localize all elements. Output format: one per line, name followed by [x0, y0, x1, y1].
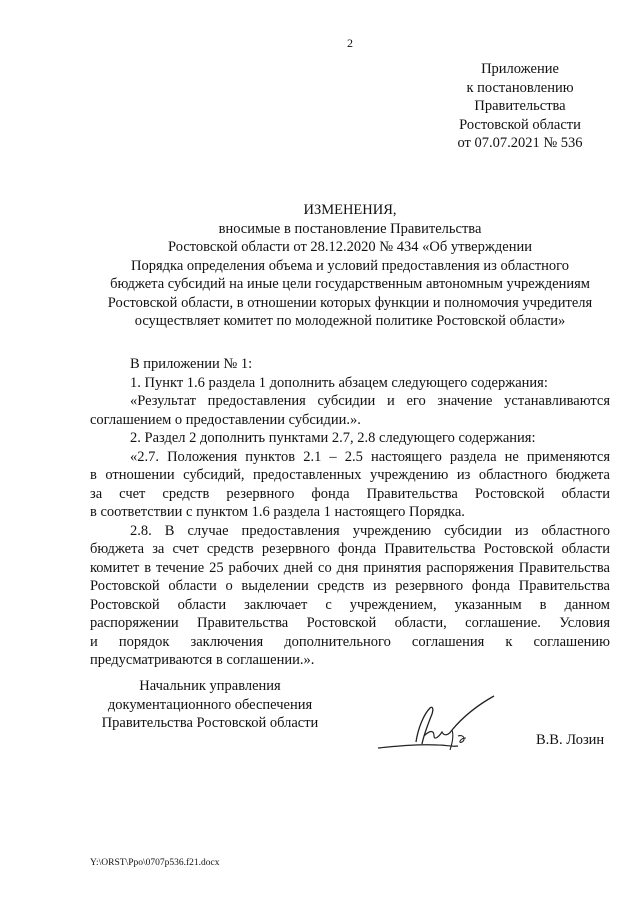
- p27-line: в отношении субсидий, предоставленных учреждению из областного бюджета: [90, 467, 610, 483]
- title-line: Ростовской области, в отношении которых функции и полномочия учредителя: [107, 294, 593, 311]
- p28-line: и порядок заключения дополнительного соглашения к соглашению: [90, 633, 610, 650]
- p28-line: бюджета за счет средств резервного фонда Правительства Ростовской области: [90, 541, 610, 557]
- item2-title: 2. Раздел 2 дополнить пунктами 2.7, 2.8 следующего содержания:: [130, 430, 536, 446]
- document-title: [80, 201, 620, 331]
- position-line: Правительства Ростовской области: [101, 715, 319, 731]
- appendix-line: от 07.07.2021 № 536: [457, 135, 583, 151]
- handwritten-signature: [368, 690, 518, 760]
- p28-line: Ростовской области о выделении средств из резервного фонда Правительства: [90, 578, 610, 594]
- p27-line: за счет средств резервного фонда Правительства Ростовской области: [90, 485, 610, 502]
- p27-line: «2.7. Положения пунктов 2.1 – 2.5 настоящего раздела не применяются: [130, 448, 610, 465]
- title-line: вносимые в постановление Правительства: [218, 220, 482, 237]
- file-path-footer: Y:\ORST\Ppo\0707p536.f21.docx: [90, 858, 220, 868]
- page-number: 2: [347, 36, 353, 50]
- document-body: [90, 355, 610, 670]
- appendix-line: Приложение: [481, 61, 559, 77]
- title-line: бюджета субсидий на иные цели государственным автономным учреждениям: [110, 276, 590, 292]
- title-heading: ИЗМЕНЕНИЯ,: [303, 202, 397, 218]
- item1-text-line: «Результат предоставления субсидии и его значение устанавливаются: [130, 393, 610, 409]
- p28-line: Ростовской области заключает с учреждением, указанным в данном: [90, 596, 610, 613]
- appendix-line: Ростовской области: [459, 116, 581, 133]
- title-line: Ростовской области от 28.12.2020 № 434 «Об утверждении: [168, 239, 532, 255]
- title-line: осуществляет комитет по молодежной политике Ростовской области»: [134, 313, 566, 329]
- appendix-reference: [440, 60, 600, 153]
- p28-line: предусматриваются в соглашении.».: [90, 652, 315, 668]
- signatory-position: [90, 677, 330, 733]
- appendix-line: к постановлению: [466, 79, 574, 96]
- position-line: документационного обеспечения: [107, 696, 313, 713]
- item1-title: 1. Пункт 1.6 раздела 1 дополнить абзацем следующего содержания:: [130, 374, 548, 391]
- appendix-line: Правительства: [474, 98, 566, 114]
- position-line: Начальник управления: [139, 678, 281, 694]
- p27-line: в соответствии с пунктом 1.6 раздела 1 настоящего Порядка.: [90, 504, 465, 520]
- title-line: Порядка определения объема и условий предоставления из областного: [130, 257, 570, 274]
- p28-line: распоряжении Правительства Ростовской области, соглашение. Условия: [90, 615, 610, 631]
- p28-line: 2.8. В случае предоставления учреждению субсидии из областного: [130, 522, 610, 539]
- intro-line: В приложении № 1:: [130, 356, 253, 372]
- signatory-name: В.В. Лозин: [536, 732, 605, 748]
- item1-text-line: соглашением о предоставлении субсидии.».: [90, 411, 361, 428]
- p28-line: комитет в течение 25 рабочих дней со дня принятия распоряжения Правительства: [90, 559, 610, 576]
